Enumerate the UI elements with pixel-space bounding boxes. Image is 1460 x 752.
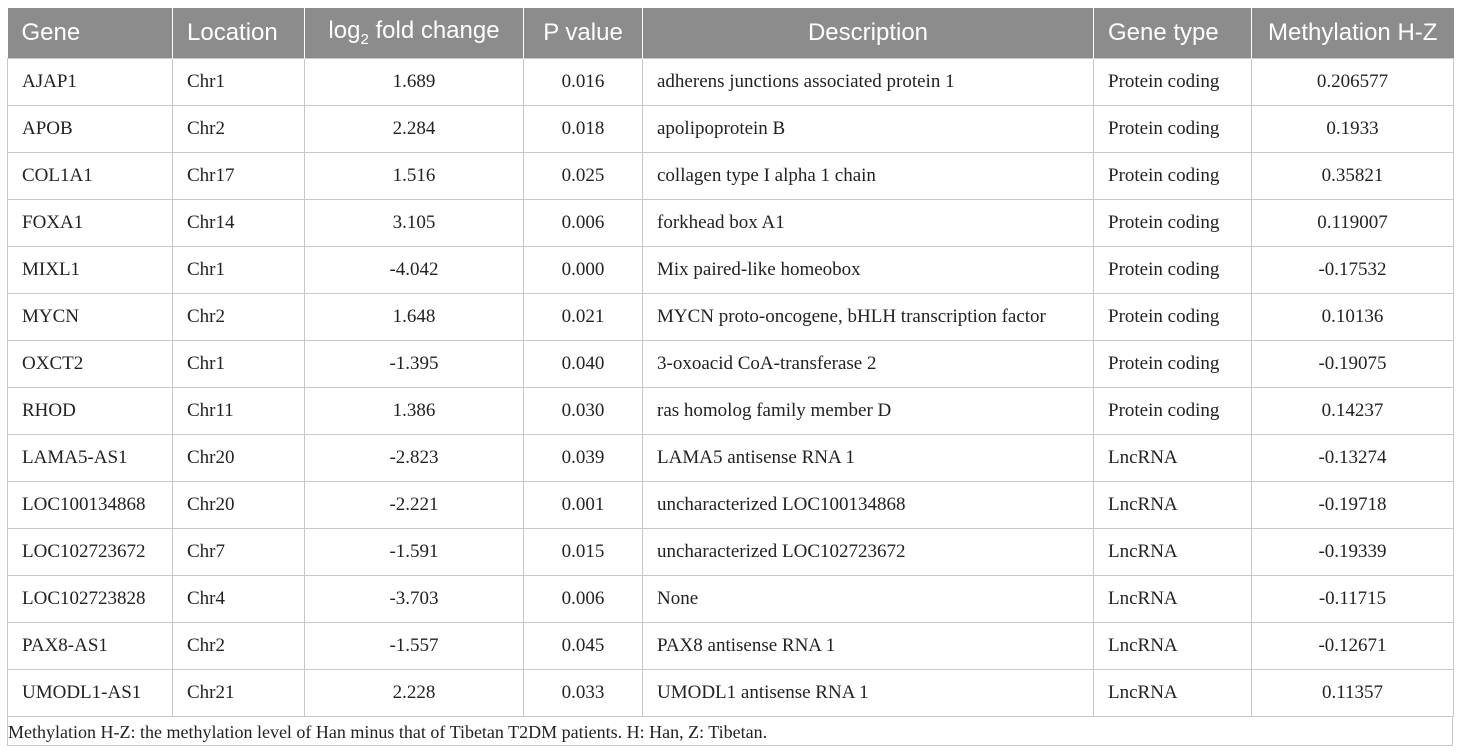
fold-change-cell: -2.823 [305, 434, 524, 481]
gene-type-cell: LncRNA [1094, 622, 1252, 669]
p-value-cell: 0.006 [524, 199, 643, 246]
table-footnote: Methylation H-Z: the methylation level of Han minus that of Tibetan T2DM patients. H: Han, Z: Tibetan. [7, 716, 1453, 746]
location-cell: Chr17 [173, 152, 305, 199]
p-value-cell: 0.016 [524, 58, 643, 105]
table-row [8, 481, 1454, 528]
methylation-cell: 0.14237 [1252, 387, 1454, 434]
location-cell: Chr2 [173, 622, 305, 669]
methylation-cell: -0.19339 [1252, 528, 1454, 575]
table-row [8, 669, 1454, 716]
fold-change-cell: -1.557 [305, 622, 524, 669]
location-cell: Chr20 [173, 481, 305, 528]
header-row [8, 8, 1454, 58]
description-cell: LAMA5 antisense RNA 1 [643, 434, 1094, 481]
fold-change-cell: -4.042 [305, 246, 524, 293]
p-value-cell: 0.040 [524, 340, 643, 387]
location-cell: Chr4 [173, 575, 305, 622]
table-row [8, 246, 1454, 293]
fold-change-cell: 2.228 [305, 669, 524, 716]
table-body [8, 58, 1454, 716]
methylation-cell: 0.35821 [1252, 152, 1454, 199]
gene-cell: LOC100134868 [8, 481, 173, 528]
gene-type-cell: LncRNA [1094, 528, 1252, 575]
table-row [8, 58, 1454, 105]
fold-change-cell: 1.648 [305, 293, 524, 340]
location-cell: Chr20 [173, 434, 305, 481]
methylation-cell: 0.11357 [1252, 669, 1454, 716]
p-value-cell: 0.021 [524, 293, 643, 340]
table-row [8, 340, 1454, 387]
location-cell: Chr7 [173, 528, 305, 575]
gene-cell: RHOD [8, 387, 173, 434]
gene-cell: MYCN [8, 293, 173, 340]
gene-table [7, 8, 1454, 717]
description-cell: Mix paired-like homeobox [643, 246, 1094, 293]
gene-type-cell: LncRNA [1094, 575, 1252, 622]
p-value-header: P value [524, 8, 643, 58]
gene-cell: MIXL1 [8, 246, 173, 293]
table-row [8, 199, 1454, 246]
location-cell: Chr2 [173, 293, 305, 340]
description-cell: 3-oxoacid CoA-transferase 2 [643, 340, 1094, 387]
gene-type-cell: Protein coding [1094, 246, 1252, 293]
table-row [8, 293, 1454, 340]
fold-change-cell: 1.516 [305, 152, 524, 199]
gene-cell: FOXA1 [8, 199, 173, 246]
p-value-cell: 0.006 [524, 575, 643, 622]
methylation-cell: 0.10136 [1252, 293, 1454, 340]
methylation-header: Methylation H-Z [1252, 8, 1454, 58]
table-row [8, 622, 1454, 669]
gene-cell: OXCT2 [8, 340, 173, 387]
gene-cell: UMODL1-AS1 [8, 669, 173, 716]
methylation-cell: -0.19075 [1252, 340, 1454, 387]
gene-cell: LAMA5-AS1 [8, 434, 173, 481]
table-row [8, 105, 1454, 152]
gene-cell: AJAP1 [8, 58, 173, 105]
gene-cell: LOC102723672 [8, 528, 173, 575]
methylation-cell: 0.119007 [1252, 199, 1454, 246]
fold-change-cell: -2.221 [305, 481, 524, 528]
methylation-cell: -0.11715 [1252, 575, 1454, 622]
gene-type-cell: Protein coding [1094, 340, 1252, 387]
gene-type-cell: Protein coding [1094, 293, 1252, 340]
gene-type-cell: Protein coding [1094, 105, 1252, 152]
p-value-cell: 0.030 [524, 387, 643, 434]
location-cell: Chr2 [173, 105, 305, 152]
gene-type-cell: Protein coding [1094, 199, 1252, 246]
description-cell: ras homolog family member D [643, 387, 1094, 434]
location-cell: Chr1 [173, 246, 305, 293]
fold-change-cell: 2.284 [305, 105, 524, 152]
methylation-cell: -0.12671 [1252, 622, 1454, 669]
location-cell: Chr1 [173, 58, 305, 105]
description-cell: forkhead box A1 [643, 199, 1094, 246]
description-header: Description [643, 8, 1094, 58]
location-cell: Chr21 [173, 669, 305, 716]
gene-type-header: Gene type [1094, 8, 1252, 58]
location-cell: Chr14 [173, 199, 305, 246]
table-row [8, 434, 1454, 481]
gene-cell: PAX8-AS1 [8, 622, 173, 669]
fold-change-cell: 1.386 [305, 387, 524, 434]
description-cell: PAX8 antisense RNA 1 [643, 622, 1094, 669]
table-row [8, 152, 1454, 199]
description-cell: MYCN proto-oncogene, bHLH transcription factor [643, 293, 1094, 340]
table-row [8, 387, 1454, 434]
description-cell: None [643, 575, 1094, 622]
gene-cell: LOC102723828 [8, 575, 173, 622]
gene-header: Gene [8, 8, 173, 58]
log2-fold-change-header: $\log_2$ fold change [305, 8, 524, 58]
gene-type-cell: Protein coding [1094, 387, 1252, 434]
fold-change-cell: 1.689 [305, 58, 524, 105]
description-cell: apolipoprotein B [643, 105, 1094, 152]
location-header: Location [173, 8, 305, 58]
description-cell: collagen type I alpha 1 chain [643, 152, 1094, 199]
p-value-cell: 0.000 [524, 246, 643, 293]
methylation-cell: 0.1933 [1252, 105, 1454, 152]
p-value-cell: 0.039 [524, 434, 643, 481]
description-cell: UMODL1 antisense RNA 1 [643, 669, 1094, 716]
fold-change-cell: -1.591 [305, 528, 524, 575]
methylation-cell: -0.13274 [1252, 434, 1454, 481]
gene-type-cell: LncRNA [1094, 434, 1252, 481]
gene-cell: APOB [8, 105, 173, 152]
p-value-cell: 0.001 [524, 481, 643, 528]
fold-change-cell: -3.703 [305, 575, 524, 622]
gene-type-cell: LncRNA [1094, 669, 1252, 716]
methylation-cell: 0.206577 [1252, 58, 1454, 105]
p-value-cell: 0.018 [524, 105, 643, 152]
location-cell: Chr1 [173, 340, 305, 387]
table-row [8, 528, 1454, 575]
location-cell: Chr11 [173, 387, 305, 434]
gene-type-cell: Protein coding [1094, 152, 1252, 199]
description-cell: adherens junctions associated protein 1 [643, 58, 1094, 105]
gene-cell: COL1A1 [8, 152, 173, 199]
fold-change-cell: 3.105 [305, 199, 524, 246]
p-value-cell: 0.045 [524, 622, 643, 669]
description-cell: uncharacterized LOC100134868 [643, 481, 1094, 528]
methylation-cell: -0.19718 [1252, 481, 1454, 528]
table-row [8, 575, 1454, 622]
p-value-cell: 0.025 [524, 152, 643, 199]
p-value-cell: 0.033 [524, 669, 643, 716]
gene-type-cell: LncRNA [1094, 481, 1252, 528]
fold-change-cell: -1.395 [305, 340, 524, 387]
gene-type-cell: Protein coding [1094, 58, 1252, 105]
description-cell: uncharacterized LOC102723672 [643, 528, 1094, 575]
methylation-cell: -0.17532 [1252, 246, 1454, 293]
p-value-cell: 0.015 [524, 528, 643, 575]
